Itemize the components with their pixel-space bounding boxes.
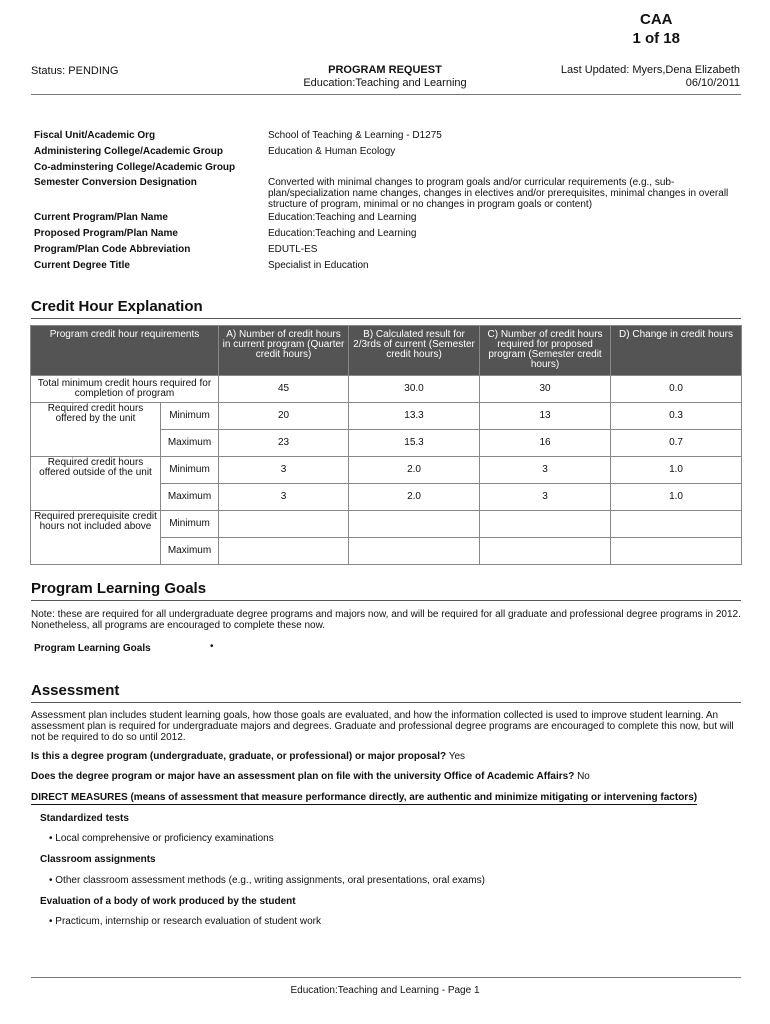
- cell-value: 15.3: [349, 430, 480, 457]
- col-header-d: D) Change in credit hours: [611, 326, 742, 376]
- last-updated-by: Last Updated: Myers,Dena Elizabeth: [560, 64, 740, 76]
- row-group-prereq: Required prerequisite credit hours not included above: [31, 511, 161, 565]
- table-row: [31, 511, 742, 538]
- caa-label: CAA: [639, 11, 673, 28]
- meta-label-current-plan: Current Program/Plan Name: [34, 212, 168, 223]
- meta-value-degree-title: Specialist in Education: [268, 260, 369, 271]
- cell-value: 0.3: [611, 403, 742, 430]
- credit-heading-underline: [31, 318, 741, 319]
- page-title: [240, 64, 530, 90]
- caa-header: [632, 10, 680, 48]
- cell-value: 3: [480, 457, 611, 484]
- page-count: 1 of 18: [632, 30, 680, 47]
- cell-value: 3: [219, 457, 349, 484]
- page-footer: Education:Teaching and Learning - Page 1: [290, 985, 480, 996]
- goals-note: Note: these are required for all undergraduate degree programs and majors now, and will be required for all graduate and professional degree programs in 2012. Nonetheless, all programs are encouraged to complete these now.: [31, 609, 741, 631]
- col-header-requirements: Program credit hour requirements: [31, 326, 219, 376]
- cell-value: 45: [219, 376, 349, 403]
- credit-hour-heading: Credit Hour Explanation: [31, 298, 203, 315]
- program-subtitle: Education:Teaching and Learning: [303, 77, 467, 89]
- cell-empty: [611, 538, 742, 565]
- learning-goals-heading: Program Learning Goals: [31, 580, 207, 597]
- row-label-total: Total minimum credit hours required for completion of program: [31, 376, 219, 403]
- cell-value: 1.0: [611, 457, 742, 484]
- meta-label-plan-code: Program/Plan Code Abbreviation: [34, 244, 191, 255]
- cell-empty: [219, 511, 349, 538]
- list-item: • Practicum, internship or research evaluation of student work: [49, 916, 321, 927]
- subhead-standardized-tests: Standardized tests: [40, 813, 129, 824]
- table-row: [31, 376, 742, 403]
- credit-hour-table: [30, 325, 742, 565]
- cell-empty: [480, 538, 611, 565]
- table-row: [31, 457, 742, 484]
- question-assessment-plan-text: Does the degree program or major have an assessment plan on file with the university Office of Academic Affairs?: [31, 771, 575, 782]
- col-header-b: B) Calculated result for 2/3rds of current (Semester credit hours): [349, 326, 480, 376]
- assessment-heading: Assessment: [31, 682, 120, 699]
- cell-value: 0.0: [611, 376, 742, 403]
- question-degree-program: [31, 751, 465, 762]
- cell-value: 13.3: [349, 403, 480, 430]
- cell-value: 0.7: [611, 430, 742, 457]
- question-degree-program-text: Is this a degree program (undergraduate, graduate, or professional) or major proposal?: [31, 751, 447, 762]
- credit-table-header-row: [31, 326, 742, 376]
- meta-label-semester-conversion: Semester Conversion Designation: [34, 177, 197, 188]
- meta-value-semester-conversion: Converted with minimal changes to program goals and/or curricular requirements (e.g., sub-plan/specialization name changes, changes in electives and/or prerequisites, minimal changes in overall structure of program, minimal or no changes in program goals or content): [268, 177, 729, 210]
- assessment-intro: Assessment plan includes student learning goals, how those goals are evaluated, and how the information collected is used to improve student learning. An assessment plan is required for undergraduate majors and degrees. Graduate and professional degree programs are encouraged to complete this now, but will not be required to do so until 2012.: [31, 710, 734, 743]
- col-header-a: A) Number of credit hours in current program (Quarter credit hours): [219, 326, 349, 376]
- header-divider: [31, 94, 741, 95]
- row-label-minimum: Minimum: [161, 457, 219, 484]
- cell-value: 1.0: [611, 484, 742, 511]
- row-label-minimum: Minimum: [161, 511, 219, 538]
- program-request-title: PROGRAM REQUEST: [328, 64, 442, 76]
- assessment-heading-underline: [31, 702, 741, 703]
- meta-label-co-admin-college: Co-adminstering College/Academic Group: [34, 162, 236, 173]
- meta-value-current-plan: Education:Teaching and Learning: [268, 212, 417, 223]
- footer-divider: [31, 977, 741, 978]
- cell-value: 2.0: [349, 457, 480, 484]
- cell-value: 16: [480, 430, 611, 457]
- row-label-maximum: Maximum: [161, 484, 219, 511]
- cell-empty: [611, 511, 742, 538]
- answer-assessment-plan: No: [577, 771, 590, 782]
- goals-heading-underline: [31, 600, 741, 601]
- last-updated-date: 06/10/2011: [685, 77, 740, 89]
- cell-value: 3: [219, 484, 349, 511]
- cell-empty: [349, 538, 480, 565]
- row-group-outside: Required credit hours offered outside of the unit: [31, 457, 161, 511]
- row-label-maximum: Maximum: [161, 430, 219, 457]
- question-assessment-plan: [31, 771, 590, 782]
- list-item: • Other classroom assessment methods (e.g., writing assignments, oral presentations, oral exams): [49, 875, 485, 886]
- meta-value-fiscal-unit: School of Teaching & Learning - D1275: [268, 130, 442, 141]
- subhead-body-of-work: Evaluation of a body of work produced by the student: [40, 896, 296, 907]
- meta-value-proposed-plan: Education:Teaching and Learning: [268, 228, 417, 239]
- cell-value: 13: [480, 403, 611, 430]
- cell-value: 2.0: [349, 484, 480, 511]
- cell-value: 20: [219, 403, 349, 430]
- table-row: [31, 403, 742, 430]
- cell-value: 30: [480, 376, 611, 403]
- cell-value: 23: [219, 430, 349, 457]
- meta-label-fiscal-unit: Fiscal Unit/Academic Org: [34, 130, 156, 141]
- subhead-classroom-assignments: Classroom assignments: [40, 854, 156, 865]
- cell-empty: [349, 511, 480, 538]
- answer-degree-program: Yes: [448, 751, 466, 762]
- meta-label-proposed-plan: Proposed Program/Plan Name: [34, 228, 178, 239]
- goals-label: Program Learning Goals: [34, 643, 151, 654]
- meta-label-admin-college: Administering College/Academic Group: [34, 146, 223, 157]
- status-text: Status: PENDING: [31, 65, 119, 77]
- meta-value-plan-code: EDUTL-ES: [268, 244, 318, 255]
- cell-value: 30.0: [349, 376, 480, 403]
- row-label-minimum: Minimum: [161, 403, 219, 430]
- last-updated: [561, 64, 740, 90]
- cell-empty: [219, 538, 349, 565]
- row-label-maximum: Maximum: [161, 538, 219, 565]
- row-group-unit: Required credit hours offered by the unit: [31, 403, 161, 457]
- meta-value-admin-college: Education & Human Ecology: [268, 146, 396, 157]
- direct-measures-heading: DIRECT MEASURES (means of assessment that measure performance directly, are authentic and minimize mitigating or intervening factors): [31, 792, 698, 803]
- cell-value: 3: [480, 484, 611, 511]
- cell-empty: [480, 511, 611, 538]
- goals-bullet: •: [210, 641, 214, 652]
- list-item: • Local comprehensive or proficiency examinations: [49, 833, 274, 844]
- meta-label-degree-title: Current Degree Title: [34, 260, 130, 271]
- col-header-c: C) Number of credit hours required for proposed program (Semester credit hours): [480, 326, 611, 376]
